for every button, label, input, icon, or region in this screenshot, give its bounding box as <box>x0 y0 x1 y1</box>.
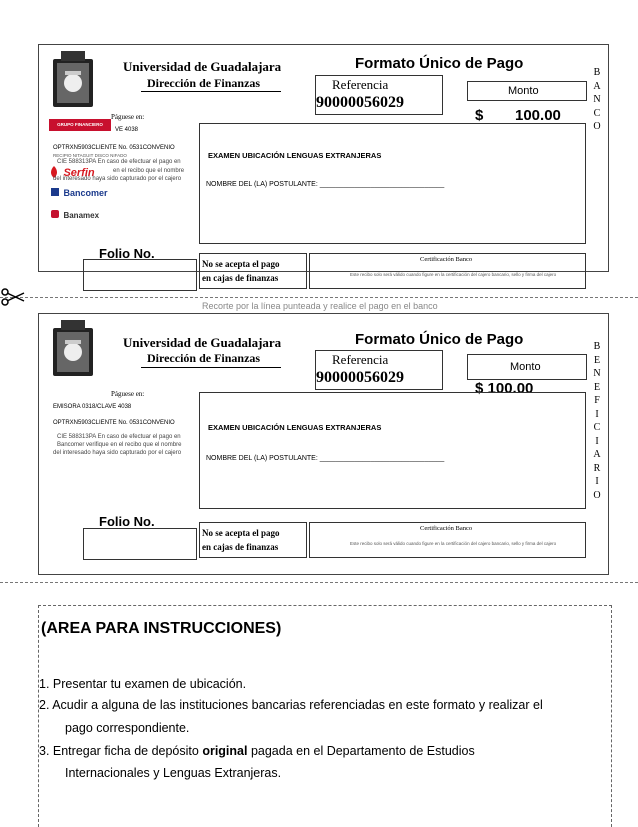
side-label-beneficiario-letter: E <box>593 354 601 366</box>
side-label-beneficiario-letter: R <box>593 462 601 474</box>
side-label-beneficiario-letter: N <box>593 368 601 379</box>
amount-box <box>467 81 587 101</box>
bancomer-logo <box>51 183 107 201</box>
instruction-item-3-bold: original <box>202 744 248 758</box>
cert-label: Certificación Banco <box>420 256 473 263</box>
bank-copy-form <box>38 44 609 283</box>
cie-line-2: en el recibo que el nombre <box>113 168 185 174</box>
cut-line <box>0 297 638 298</box>
side-label-banco-letter: A <box>593 80 601 92</box>
pay-in-label: Páguese en: <box>111 113 145 121</box>
banamex-label: Banamex <box>63 211 100 220</box>
instruction-item-2-cont: pago correspondiente. <box>65 721 190 735</box>
title-underline <box>141 91 281 92</box>
folio-field[interactable] <box>83 259 197 291</box>
folio-field[interactable] <box>83 528 197 560</box>
applicant-label: NOMBRE DEL (LA) POSTULANTE: ________________________________ <box>206 181 445 188</box>
reference-label: Referencia <box>332 352 389 367</box>
side-label-banco-letter: O <box>593 121 601 132</box>
side-label-beneficiario <box>590 340 604 502</box>
instruction-item-3-cont: Internacionales y Lenguas Extranjeras. <box>65 766 282 780</box>
no-acepta-line-2: en cajas de finanzas <box>202 542 279 552</box>
instructions-area <box>38 605 612 827</box>
side-label-beneficiario-letter: B <box>593 341 601 352</box>
bancomer-label: Bancomer <box>63 188 108 198</box>
side-label-beneficiario-letter: O <box>593 489 601 501</box>
reference-box <box>315 350 443 390</box>
instruction-item-3 <box>39 740 475 762</box>
reference-number: 90000056029 <box>316 369 404 386</box>
reference-label: Referencia <box>332 77 389 92</box>
banamex-icon <box>51 210 59 218</box>
cie-line-3: del interesado haya sido capturado por el cajero <box>53 450 182 456</box>
side-label-banco-letter: N <box>593 94 601 105</box>
cie-line-1: CIE 588313PA En caso de efectuar el pago en <box>57 159 181 165</box>
cut-instruction: Recorte por la línea punteada y realice el pago en el banco <box>202 301 438 311</box>
banorte-logo <box>49 119 111 139</box>
department-name: Dirección de Finanzas <box>147 76 261 90</box>
exam-box <box>199 392 586 509</box>
pay-in-label: Páguese en: <box>111 390 145 398</box>
convenio-line: OPTRXN5903CLIENTE No. 0531CONVENIO <box>53 420 175 426</box>
folio-label: Folio No. <box>99 514 155 529</box>
banorte-label: GRUPO FINANCIERO BANORTE <box>57 122 103 139</box>
form-title: Formato Único de Pago <box>355 55 524 72</box>
title-underline <box>141 367 281 368</box>
cie-line-1: CIE 588313PA En caso de efectuar el pago en <box>57 434 181 440</box>
no-acepta-line-1: No se acepta el pago <box>202 259 280 269</box>
cie-line-3: del interesado haya sido capturado por el cajero <box>53 176 182 182</box>
side-label-beneficiario-letter: E <box>593 381 601 393</box>
amount-text: $ 100.00 <box>475 380 534 397</box>
amount-label: Monto <box>508 85 539 97</box>
side-label-beneficiario-letter: A <box>593 449 601 460</box>
university-name: Universidad de Guadalajara <box>123 59 282 74</box>
side-label-banco-letter: B <box>593 67 601 78</box>
folio-label: Folio No. <box>99 246 155 261</box>
university-crest-icon <box>49 318 97 380</box>
bancomer-icon <box>51 188 59 196</box>
form-title: Formato Único de Pago <box>355 331 524 348</box>
clave-text: VE 4038 <box>115 127 139 133</box>
university-crest-icon <box>49 49 97 111</box>
convenio-small: RECIPIO NITAGUIT DISCO NIFADO <box>53 153 127 158</box>
reference-box <box>315 75 443 115</box>
side-label-beneficiario-letter: I <box>595 408 599 420</box>
no-acepta-box <box>199 253 307 289</box>
cert-label: Certificación Banco <box>420 525 473 532</box>
department-name: Dirección de Finanzas <box>147 351 261 365</box>
amount-label: Monto <box>510 361 541 373</box>
side-label-beneficiario-letter: F <box>594 395 600 406</box>
no-acepta-line-2: en cajas de finanzas <box>202 273 279 283</box>
serfin-logo <box>49 163 95 179</box>
amount-value: 100.00 <box>515 107 561 124</box>
instruction-item-3-post: pagada en el Departamento de Estudios <box>247 744 475 758</box>
side-label-banco-letter: C <box>593 107 601 119</box>
cert-box <box>309 253 586 289</box>
serfin-label: Serfin <box>63 167 95 179</box>
side-label-beneficiario-letter: C <box>593 422 601 433</box>
university-name: Universidad de Guadalajara <box>123 335 282 350</box>
exam-title: EXAMEN UBICACIÓN LENGUAS EXTRANJERAS <box>208 151 382 160</box>
cut-line-2 <box>0 582 638 583</box>
cert-box <box>309 522 586 558</box>
amount-currency: $ <box>475 107 484 124</box>
beneficiary-copy-form <box>38 313 609 575</box>
applicant-label: NOMBRE DEL (LA) POSTULANTE: ________________________________ <box>206 455 445 462</box>
exam-box <box>199 123 586 244</box>
emisora-line: EMISORA 0318/CLAVE 4038 <box>53 404 132 410</box>
cert-note: Este recibo solo será válido cuando figure en la certificación del cajero bancario, sello y firma del cajero <box>350 272 557 277</box>
convenio-line: OPTRXN5903CLIENTE No. 0531CONVENIO <box>53 145 175 151</box>
side-label-banco <box>590 66 604 134</box>
reference-number: 90000056029 <box>316 94 404 111</box>
side-label-beneficiario-letter: I <box>595 435 599 447</box>
instruction-item-3-pre: 3. Entregar ficha de depósito <box>39 744 203 758</box>
no-acepta-line-1: No se acepta el pago <box>202 528 280 538</box>
no-acepta-box <box>199 522 307 558</box>
instructions-title: (AREA PARA INSTRUCCIONES) <box>41 620 282 637</box>
exam-title: EXAMEN UBICACIÓN LENGUAS EXTRANJERAS <box>208 423 382 432</box>
cie-line-2: Bancomer verifique en el recibo que el nombre <box>57 442 182 448</box>
instruction-item-1: 1. Presentar tu examen de ubicación. <box>39 677 247 691</box>
banamex-logo <box>51 205 99 223</box>
instruction-item-2: 2. Acudir a alguna de las instituciones bancarias referenciadas en este formato y realizar el <box>39 698 543 712</box>
amount-box <box>467 354 587 380</box>
scissors-icon <box>0 287 26 307</box>
side-label-beneficiario-letter: I <box>595 476 599 487</box>
cert-note: Este recibo solo será válido cuando figure en la certificación del cajero bancario, sello y firma del cajero <box>350 541 557 546</box>
